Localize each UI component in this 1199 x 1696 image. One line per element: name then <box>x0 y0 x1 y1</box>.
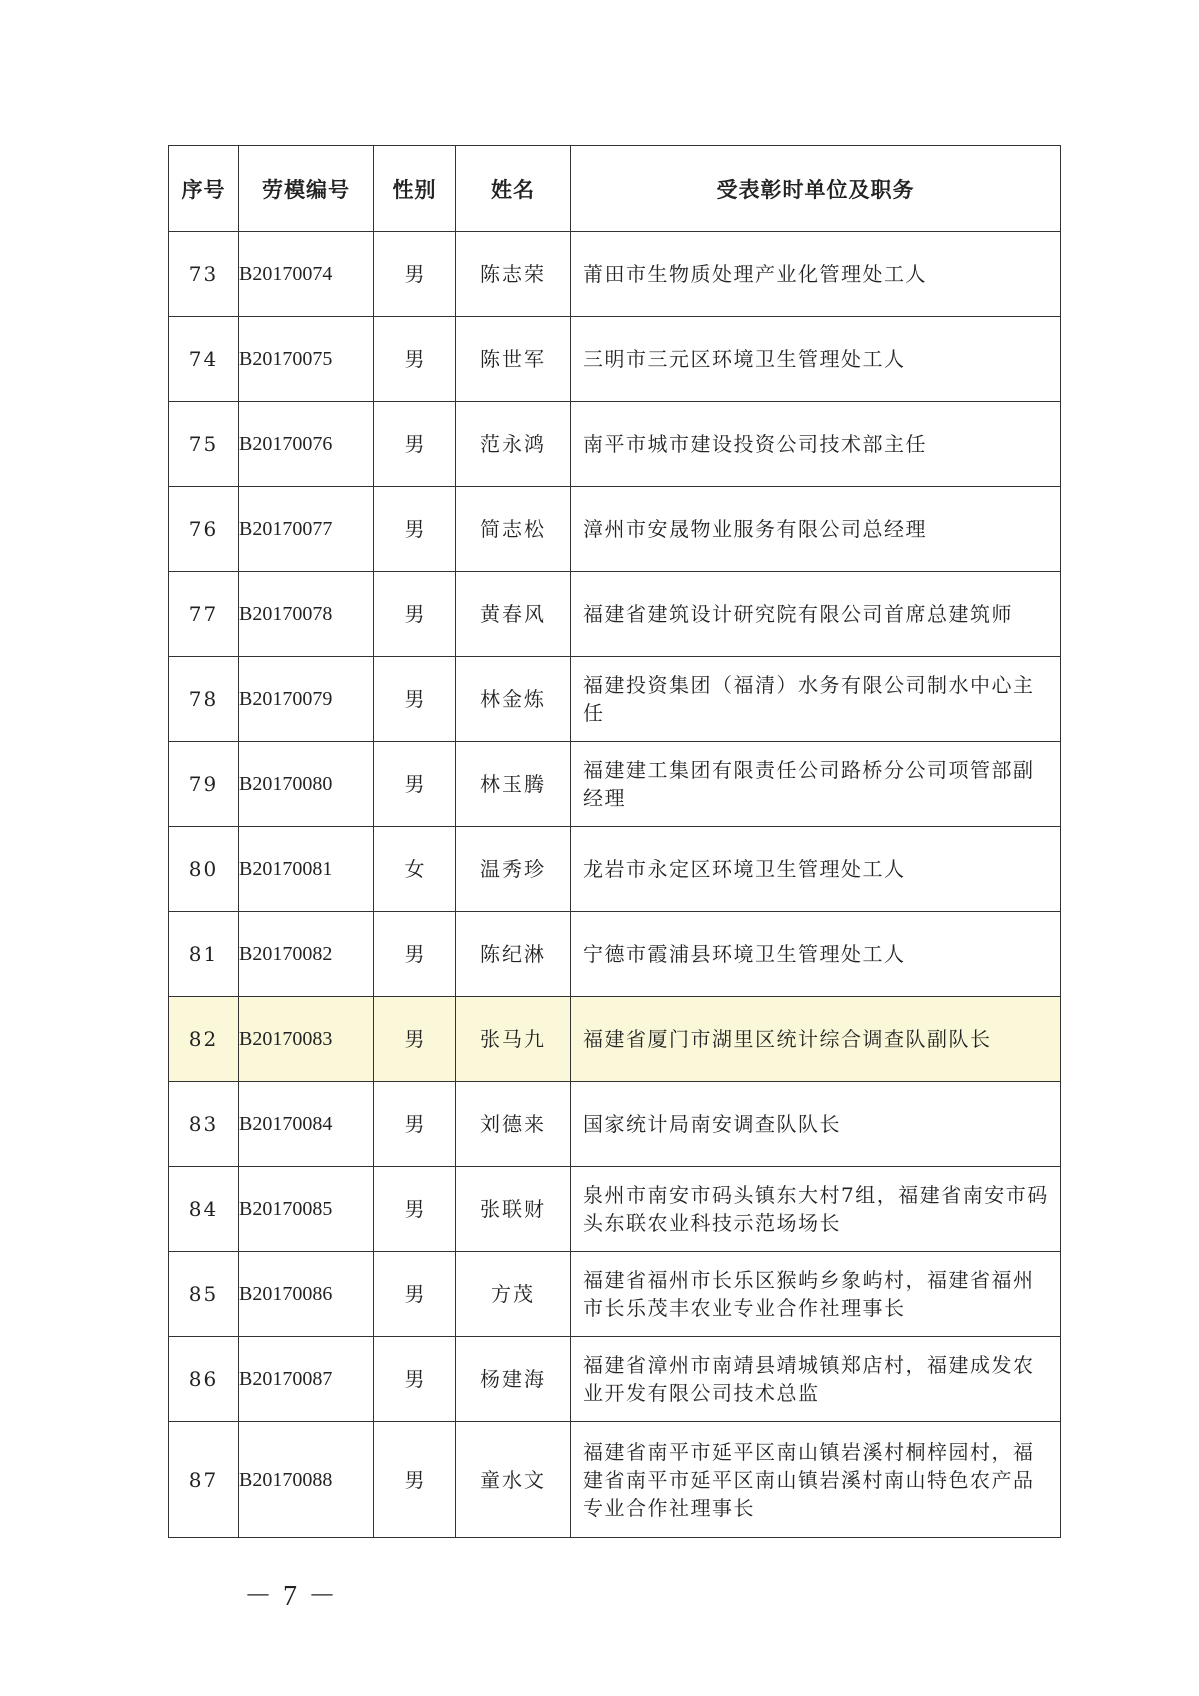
table-row <box>169 742 1061 827</box>
table-row <box>169 1337 1061 1422</box>
cell-seq: 76 <box>169 487 239 572</box>
cell-name: 温秀珍 <box>456 827 571 912</box>
cell-code: B20170074 <box>239 232 374 317</box>
table-row <box>169 487 1061 572</box>
cell-gender: 男 <box>374 1082 456 1167</box>
cell-name: 刘德来 <box>456 1082 571 1167</box>
cell-unit: 三明市三元区环境卫生管理处工人 <box>571 317 1061 402</box>
cell-code: B20170084 <box>239 1082 374 1167</box>
cell-gender: 男 <box>374 232 456 317</box>
cell-unit: 莆田市生物质处理产业化管理处工人 <box>571 232 1061 317</box>
header-name: 姓名 <box>456 146 571 232</box>
table-row <box>169 657 1061 742</box>
cell-name: 简志松 <box>456 487 571 572</box>
cell-seq: 83 <box>169 1082 239 1167</box>
header-gender: 性别 <box>374 146 456 232</box>
page-number: － 7 － <box>244 1581 339 1612</box>
cell-gender: 男 <box>374 572 456 657</box>
cell-name: 童水文 <box>456 1422 571 1538</box>
cell-code: B20170086 <box>239 1252 374 1337</box>
cell-code: B20170079 <box>239 657 374 742</box>
cell-gender: 男 <box>374 657 456 742</box>
cell-seq: 79 <box>169 742 239 827</box>
cell-code: B20170088 <box>239 1422 374 1538</box>
cell-code: B20170083 <box>239 997 374 1082</box>
cell-code: B20170075 <box>239 317 374 402</box>
cell-gender: 男 <box>374 742 456 827</box>
cell-gender: 男 <box>374 1167 456 1252</box>
cell-gender: 男 <box>374 1422 456 1538</box>
cell-unit: 福建省漳州市南靖县靖城镇郑店村，福建成发农业开发有限公司技术总监 <box>571 1337 1061 1422</box>
cell-unit: 龙岩市永定区环境卫生管理处工人 <box>571 827 1061 912</box>
cell-unit: 泉州市南安市码头镇东大村7组，福建省南安市码头东联农业科技示范场场长 <box>571 1167 1061 1252</box>
cell-gender: 男 <box>374 402 456 487</box>
cell-code: B20170082 <box>239 912 374 997</box>
cell-gender: 男 <box>374 912 456 997</box>
cell-name: 陈志荣 <box>456 232 571 317</box>
cell-gender: 女 <box>374 827 456 912</box>
table-row <box>169 572 1061 657</box>
table-row <box>169 1167 1061 1252</box>
cell-name: 杨建海 <box>456 1337 571 1422</box>
cell-unit: 福建投资集团（福清）水务有限公司制水中心主任 <box>571 657 1061 742</box>
cell-name: 林玉腾 <box>456 742 571 827</box>
table-header-row <box>169 146 1061 232</box>
table-row <box>169 827 1061 912</box>
cell-seq: 86 <box>169 1337 239 1422</box>
cell-unit: 福建省福州市长乐区猴屿乡象屿村，福建省福州市长乐茂丰农业专业合作社理事长 <box>571 1252 1061 1337</box>
cell-name: 张马九 <box>456 997 571 1082</box>
header-seq: 序号 <box>169 146 239 232</box>
cell-code: B20170085 <box>239 1167 374 1252</box>
cell-name: 林金炼 <box>456 657 571 742</box>
cell-seq: 81 <box>169 912 239 997</box>
cell-unit: 福建省建筑设计研究院有限公司首席总建筑师 <box>571 572 1061 657</box>
cell-seq: 80 <box>169 827 239 912</box>
cell-code: B20170078 <box>239 572 374 657</box>
table-row <box>169 1252 1061 1337</box>
table-row <box>169 1422 1061 1538</box>
cell-seq: 78 <box>169 657 239 742</box>
cell-gender: 男 <box>374 1252 456 1337</box>
cell-gender: 男 <box>374 1337 456 1422</box>
table-row <box>169 402 1061 487</box>
cell-unit: 国家统计局南安调查队队长 <box>571 1082 1061 1167</box>
cell-code: B20170080 <box>239 742 374 827</box>
cell-gender: 男 <box>374 487 456 572</box>
cell-unit: 宁德市霞浦县环境卫生管理处工人 <box>571 912 1061 997</box>
table-row-highlighted <box>169 997 1061 1082</box>
header-unit: 受表彰时单位及职务 <box>571 146 1061 232</box>
table-row <box>169 317 1061 402</box>
table-row <box>169 232 1061 317</box>
cell-seq: 75 <box>169 402 239 487</box>
table-row <box>169 1082 1061 1167</box>
model-worker-table <box>168 145 1061 1538</box>
header-code: 劳模编号 <box>239 146 374 232</box>
cell-name: 范永鸿 <box>456 402 571 487</box>
cell-unit: 福建省南平市延平区南山镇岩溪村桐梓园村，福建省南平市延平区南山镇岩溪村南山特色农产品专业合作社理事长 <box>571 1422 1061 1538</box>
cell-seq: 87 <box>169 1422 239 1538</box>
cell-name: 陈世军 <box>456 317 571 402</box>
cell-unit: 福建建工集团有限责任公司路桥分公司项管部副经理 <box>571 742 1061 827</box>
cell-name: 张联财 <box>456 1167 571 1252</box>
cell-seq: 85 <box>169 1252 239 1337</box>
cell-unit: 南平市城市建设投资公司技术部主任 <box>571 402 1061 487</box>
cell-code: B20170087 <box>239 1337 374 1422</box>
cell-seq: 73 <box>169 232 239 317</box>
cell-unit: 福建省厦门市湖里区统计综合调查队副队长 <box>571 997 1061 1082</box>
cell-name: 方茂 <box>456 1252 571 1337</box>
cell-seq: 77 <box>169 572 239 657</box>
cell-seq: 74 <box>169 317 239 402</box>
cell-code: B20170077 <box>239 487 374 572</box>
cell-gender: 男 <box>374 997 456 1082</box>
cell-seq: 84 <box>169 1167 239 1252</box>
cell-seq: 82 <box>169 997 239 1082</box>
table-row <box>169 912 1061 997</box>
cell-unit: 漳州市安晟物业服务有限公司总经理 <box>571 487 1061 572</box>
cell-name: 黄春风 <box>456 572 571 657</box>
cell-code: B20170081 <box>239 827 374 912</box>
cell-gender: 男 <box>374 317 456 402</box>
cell-name: 陈纪淋 <box>456 912 571 997</box>
cell-code: B20170076 <box>239 402 374 487</box>
